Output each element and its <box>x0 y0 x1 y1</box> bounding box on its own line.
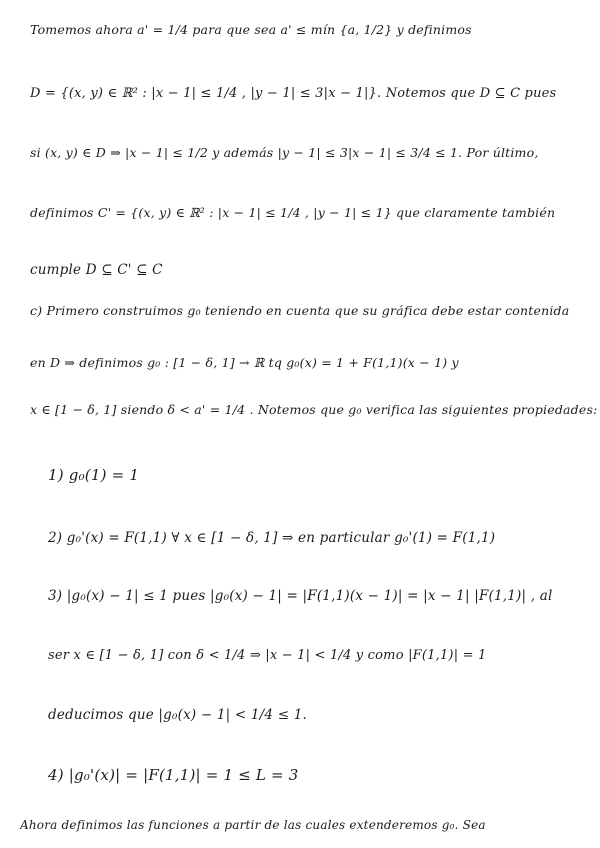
text-line-1: Tomemos ahora a' = 1/4 para que sea a' ≤ mín {a, 1/2} y definimos <box>30 22 472 37</box>
property-3: 3) |g₀(x) − 1| ≤ 1 pues |g₀(x) − 1| = |F(1,1)(x − 1)| = |x − 1| |F(1,1)| , al <box>48 588 553 604</box>
text-line-8: x ∈ [1 − δ, 1] siendo δ < a' = 1/4 . Notemos que g₀ verifica las siguientes propiedades: <box>30 402 598 417</box>
section-c-heading: c) Primero construimos g₀ teniendo en cuenta que su gráfica debe estar contenida <box>30 303 570 318</box>
text-line-5: cumple D ⊆ C' ⊆ C <box>30 262 163 278</box>
text-line-15: Ahora definimos las funciones a partir de las cuales extenderemos g₀. Sea <box>20 818 486 832</box>
text-line-13: deducimos que |g₀(x) − 1| < 1/4 ≤ 1. <box>48 707 307 723</box>
property-4: 4) |g₀'(x)| = |F(1,1)| = 1 ≤ L = 3 <box>48 766 299 784</box>
text-line-4: definimos C' = {(x, y) ∈ ℝ² : |x − 1| ≤ 1/4 , |y − 1| ≤ 1} que claramente también <box>30 205 556 220</box>
property-2: 2) g₀'(x) = F(1,1) ∀ x ∈ [1 − δ, 1] ⇒ en particular g₀'(1) = F(1,1) <box>48 530 496 546</box>
text-line-2: D = {(x, y) ∈ ℝ² : |x − 1| ≤ 1/4 , |y − 1| ≤ 3|x − 1|}. Notemos que D ⊆ C pues <box>30 86 557 101</box>
property-1: 1) g₀(1) = 1 <box>48 466 140 484</box>
text-line-3: si (x, y) ∈ D ⇒ |x − 1| ≤ 1/2 y además |y − 1| ≤ 3|x − 1| ≤ 3/4 ≤ 1. Por último, <box>30 145 539 160</box>
text-line-12: ser x ∈ [1 − δ, 1] con δ < 1/4 ⇒ |x − 1| < 1/4 y como |F(1,1)| = 1 <box>48 648 487 663</box>
text-line-7: en D ⇒ definimos g₀ : [1 − δ, 1] → ℝ tq g₀(x) = 1 + F(1,1)(x − 1) y <box>30 355 459 370</box>
